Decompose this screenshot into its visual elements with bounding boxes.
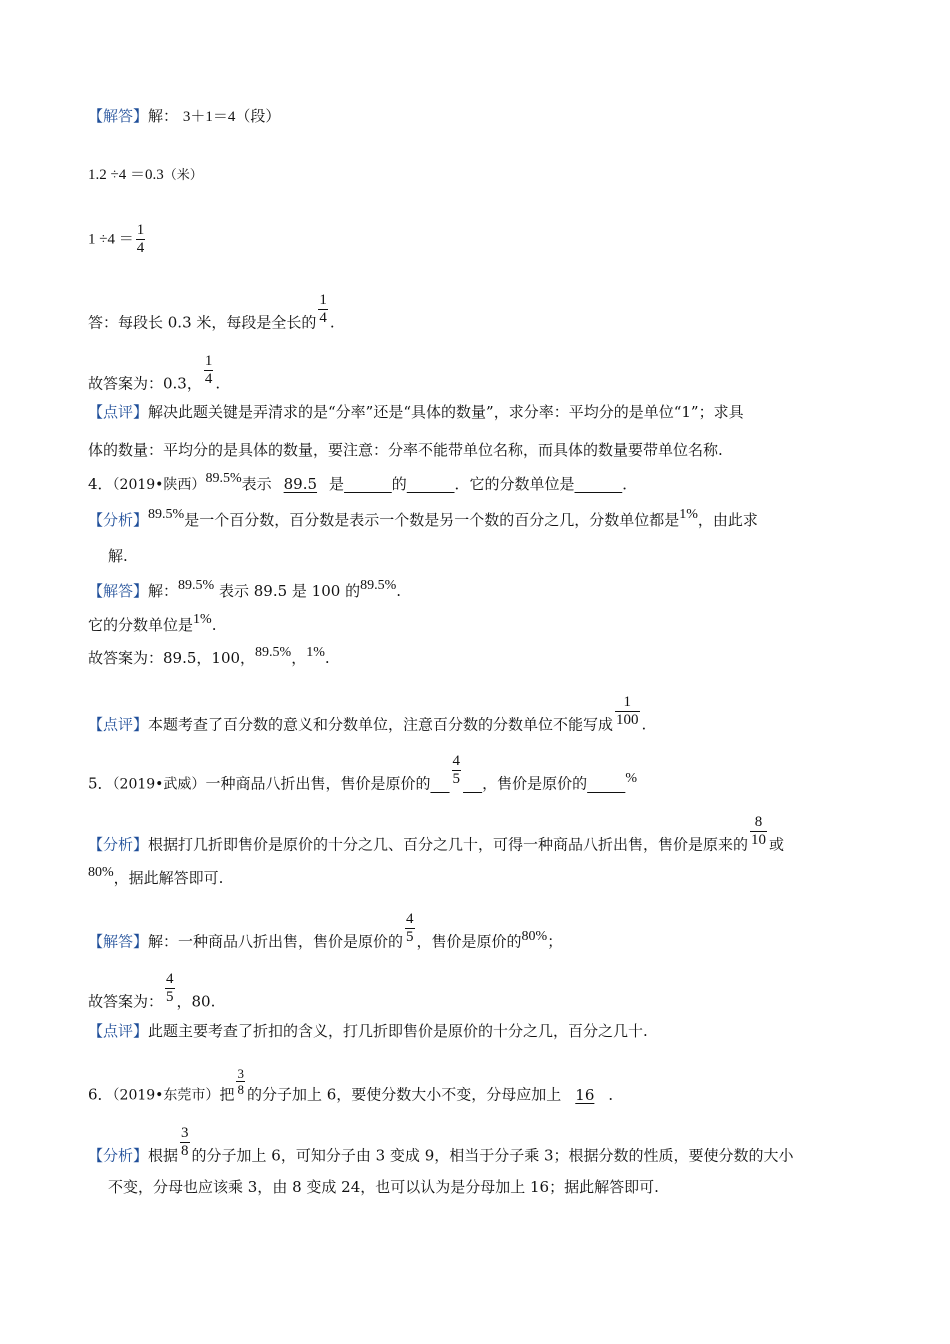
comment-tag: 【点评】 — [88, 1022, 149, 1040]
answer-blank: 89.5 — [283, 475, 318, 493]
q4-solution: 【解答】解：89.5% 表示 89.5 是 100 的89.5%. — [88, 578, 402, 600]
answer-blank — [407, 474, 455, 494]
q6-question: 6．（2019•东莞市）把 $\frac{3}{8}$ 的分子加上 6，要使分数大小不变，分母应加上 16 ． — [88, 1066, 624, 1104]
q4-analysis: 【分析】89.5%是一个百分数，百分数是表示一个数是另一个数的百分之几，分数单位都是1%，由此求 — [88, 507, 758, 529]
q3-solution-line1: 【解答】解： 3＋1＝4（段） — [88, 107, 281, 125]
q4-analysis-cont: 解. — [108, 547, 128, 565]
fraction: $\frac{1}{4}$ — [319, 292, 327, 326]
q5-analysis-cont: 80%，据此解答即可. — [88, 865, 224, 887]
fraction: $\frac{4}{5}$ — [452, 753, 461, 787]
comment-tag: 【点评】 — [88, 403, 149, 421]
q5-solution: 【解答】解：一种商品八折出售，售价是原价的 $\frac{4}{5}$ ，售价是原价的80%； — [88, 911, 563, 951]
q5-final-answer: 故答案为： $\frac{4}{5}$ ，80. — [88, 971, 216, 1011]
fraction: $\frac{4}{5}$ — [406, 911, 414, 945]
fraction: $\frac{3}{8}$ — [237, 1066, 244, 1097]
comment-tag: 【点评】 — [88, 715, 149, 734]
analysis-tag: 【分析】 — [88, 1146, 149, 1165]
q4-comment: 【点评】本题考查了百分数的意义和分数单位，注意百分数的分数单位不能写成 $\frac{1}{100}$ . — [88, 694, 647, 734]
fraction: $\frac{1}{4}$ — [204, 353, 213, 387]
fraction: $\frac{3}{8}$ — [181, 1125, 189, 1159]
solution-tag: 【解答】 — [88, 932, 149, 951]
solution-tag: 【解答】 — [88, 107, 149, 125]
q3-final-answer: 故答案为：0.3， $\frac{1}{4}$ . — [88, 353, 221, 393]
q6-analysis: 【分析】根据 $\frac{3}{8}$ 的分子加上 6，可知分子由 3 变成 9，相当于分子乘 3；根据分数的性质，要使分数的大小 — [88, 1125, 794, 1165]
q6-analysis-cont: 不变，分母也应该乘 3，由 8 变成 24，也可以认为是分母加上 16；据此解答即可. — [108, 1178, 659, 1196]
fraction: $\frac{1}{100}$ — [616, 694, 639, 728]
answer-blank: 16 — [575, 1085, 595, 1104]
q3-comment-cont: 体的数量：平均分的是具体的数量，要注意：分率不能带单位名称，而具体的数量要带单位名称. — [88, 441, 723, 459]
analysis-tag: 【分析】 — [88, 511, 149, 529]
fraction: $\frac{4}{5}$ — [166, 971, 174, 1005]
fraction: $\frac{1}{4}$ — [136, 222, 145, 256]
q5-comment: 【点评】此题主要考查了折扣的含义，打几折即售价是原价的十分之几，百分之几十. — [88, 1022, 648, 1040]
q3-comment: 【点评】解决此题关键是弄清求的是“分率”还是“具体的数量”，求分率：平均分的是单位“1”；求具 — [88, 403, 744, 421]
q4-final-answer: 故答案为：89.5，100，89.5%，1%. — [88, 645, 330, 667]
q5-analysis: 【分析】根据打几折即售价是原价的十分之几、百分之几十，可得一种商品八折出售，售价是原来的 $\frac{8}{10}$ 或 — [88, 814, 785, 854]
q4-unit-line: 它的分数单位是1%. — [88, 612, 217, 634]
q4-question: 4．（2019•陕西）89.5%表示 89.5 是 的 ．它的分数单位是 ． — [88, 471, 638, 493]
analysis-tag: 【分析】 — [88, 835, 149, 854]
q5-question: 5．（2019•武威）一种商品八折出售，售价是原价的 $\frac{4}{5}$ ，售价是原价的 % — [88, 753, 638, 793]
answer-blank — [575, 474, 623, 494]
answer-blank — [587, 774, 625, 794]
q3-solution-line2: 1.2 ÷4 ＝0.3（米） — [88, 167, 203, 183]
answer-blank — [344, 474, 392, 494]
solution-tag: 【解答】 — [88, 582, 149, 600]
q3-answer: 答：每段长 0.3 米，每段是全长的 $\frac{1}{4}$ . — [88, 292, 335, 332]
q3-solution-line3: 1 ÷4 ＝ $\frac{1}{4}$ — [88, 222, 145, 256]
answer-blank — [430, 753, 482, 793]
fraction: $\frac{8}{10}$ — [751, 814, 767, 848]
